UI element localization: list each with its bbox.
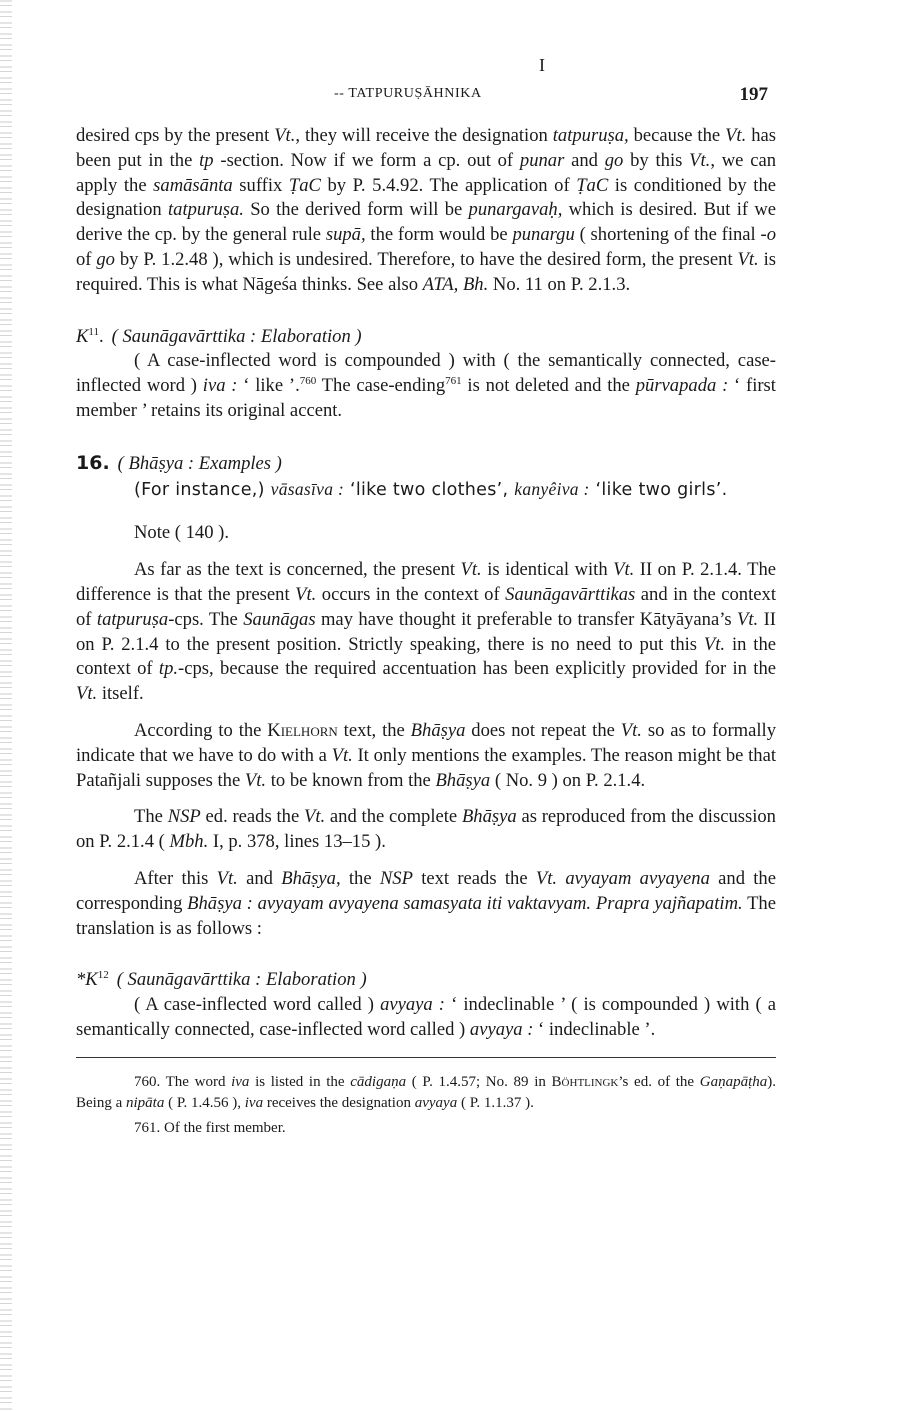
page-body (76, 124, 776, 1139)
heading-section-16 (76, 451, 776, 477)
footnote-ref-760: 760 (299, 374, 317, 387)
section-16-title: ( Bhāṣya : Examples ) (117, 452, 282, 474)
footnote-ref-761: 761 (445, 374, 462, 387)
page-mark: I (539, 55, 545, 75)
k11-label: K (76, 325, 89, 347)
note-paragraph-a: As far as the text is concerned, the present Vt. is identical with Vt. II on P. 2.1.4. The difference is that the present Vt. occurs in the context of Saunāgavārttikas and in the context of tatpuruṣa-cps. The Saunāgas may have thought it preferable to transfer Kātyāyana’s Vt. II on P. 2.1.4 to the present position. Strictly speaking, there is no need to put this Vt. in the context of tp.-cps, because the required accentuation has been explicitly provided for in the Vt. itself. (76, 559, 777, 705)
scanned-page-edge (0, 0, 12, 1411)
k11-translation: ( A case-inflected word is compounded ) with ( the semantically connected, case-inflected word ) iva : ‘ like ’.$^{760}$ The case-ending$^{761}$ is not deleted and the pūrvapada : ‘ first member ’ retains its original accent. (76, 350, 776, 421)
footnote-760: 760. The word iva is listed in the cādigaṇa ( P. 1.4.57; No. 89 in Böhtlingk’s ed. of the Gaṇapāṭha). Being a nipāta ( P. 1.4.56 ), iva receives the designation avyaya ( P. 1.1.37 ). (76, 1073, 776, 1111)
k12-translation: ( A case-inflected word called ) avyaya : ‘ indeclinable ’ ( is compounded ) with ( a semantically connected, case-inflected word called ) avyaya : ‘ indeclinable ’. (76, 994, 776, 1040)
note-paragraph-d: After this Vt. and Bhāṣya, the NSP text reads the Vt. avyayam avyayena and the corresponding Bhāṣya : avyayam avyayena samasyata iti vaktavyam. Prapra yajñapatim. The translation is as follows : (76, 867, 776, 939)
k11-title: ( Saunāgavārttika : Elaboration ) (111, 325, 362, 347)
note-paragraph-c: The NSP ed. reads the Vt. and the complete Bhāṣya as reproduced from the discussion on P. 2.1.4 ( Mbh. I, p. 378, lines 13–15 ). (76, 806, 776, 853)
running-title: -- TATPURUṢĀHNIKA (334, 86, 482, 101)
page-number: 197 (739, 84, 768, 105)
footnote-separator (76, 1057, 776, 1058)
section-16-examples: (For instance,) vāsasīva : ‘like two clothes’, kanyêiva : ‘like two girls’. (134, 478, 728, 500)
footnotes (76, 1072, 776, 1139)
note-label: Note ( 140 ). (134, 522, 230, 544)
footnote-761: 761. Of the first member. (134, 1119, 286, 1136)
k12-label: *K (76, 969, 98, 991)
paragraph-tatpurusa-derivation: desired cps by the present Vt., they will receive the designation tatpuruṣa, because the Vt. has been put in the tp -section. Now if we form a cp. out of punar and go by this Vt., we can apply the samāsānta suffix ṬaC by P. 5.4.92. The application of ṬaC is conditioned by the designation tatpuruṣa. So the derived form will be punargavaḥ, which is desired. But if we derive the cp. by the general rule supā, the form would be punargu ( shortening of the final -o of go by P. 1.2.48 ), which is undesired. Therefore, to have the desired form, the present Vt. is required. This is what Nāgeśa thinks. See also ATA, Bh. No. 11 on P. 2.1.3. (76, 125, 777, 295)
heading-k12: $*K^{12}$ ( Saunāgavārttika : Elaboration ) (76, 969, 367, 991)
page-header (76, 84, 776, 108)
heading-k11: $K^{11}$. ( Saunāgavārttika : Elaboration ) (76, 325, 362, 347)
section-number: 16. (76, 451, 110, 474)
note-paragraph-b: According to the Kielhorn text, the Bhāṣya does not repeat the Vt. so as to formally indicate that we have to do with a Vt. It only mentions the examples. The reason might be that Patañjali supposes the Vt. to be known from the Bhāṣya ( No. 9 ) on P. 2.1.4. (76, 719, 776, 791)
k12-title: ( Saunāgavārttika : Elaboration ) (116, 969, 367, 991)
